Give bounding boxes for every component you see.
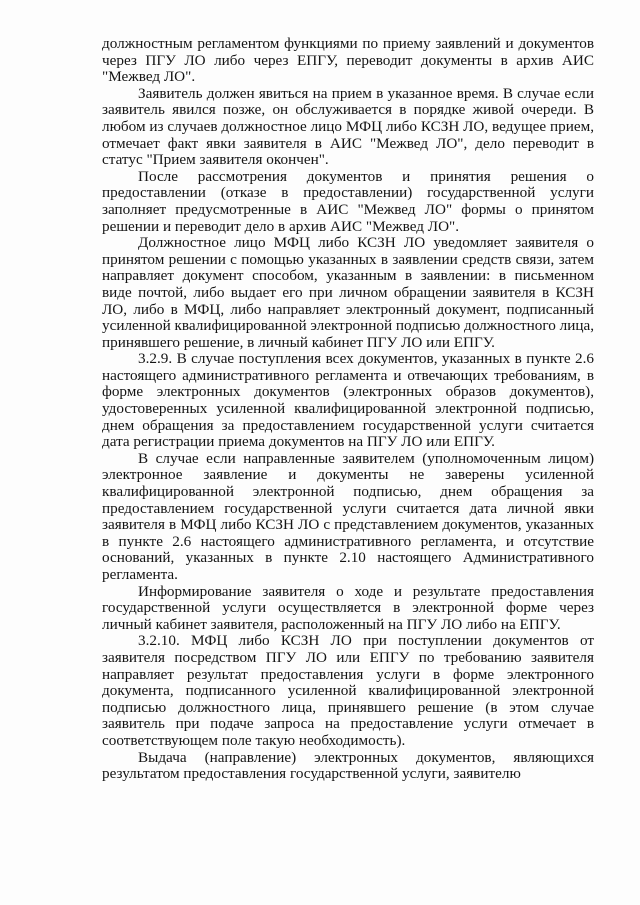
paragraph-6: В случае если направленные заявителем (уполномоченным лицом) электронное заявление и документы не заверены усиленной квалифицированной электронной подписью, днем обращения за предоставлением государственной услуги считается дата личной явки заявителя в МФЦ либо КСЗН ЛО с представлением документов, указанных в пункте 2.6 настоящего административного регламента, и отсутствие оснований, указанных в пункте 2.10 настоящего Административного регламента. xyxy=(102,449,594,583)
paragraph-9: Выдача (направление) электронных документов, являющихся результатом предоставления государственной услуги, заявителю xyxy=(102,748,594,783)
paragraph-1: должностным регламентом функциями по приему заявлений и документов через ПГУ ЛО либо через ЕПГУ, переводит документы в архив АИС "Межвед ЛО". xyxy=(102,35,594,86)
paragraph-7: Информирование заявителя о ходе и результате предоставления государственной услуги осуществляется в электронной форме через личный кабинет заявителя, расположенный на ПГУ ЛО либо на ЕПГУ. xyxy=(102,582,594,633)
paragraph-8: 3.2.10. МФЦ либо КСЗН ЛО при поступлении документов от заявителя посредством ПГУ ЛО или ЕПГУ по требованию заявителя направляет результат предоставления услуги в форме электронного документа, подписанного усиленной квалифицированной электронной подписью должностного лица, принявшего решение (в этом случае заявитель при подаче запроса на предоставление услуги отмечает в соответствующем поле такую необходимость). xyxy=(102,632,594,749)
paragraph-5: 3.2.9. В случае поступления всех документов, указанных в пункте 2.6 настоящего административного регламента и отвечающих требованиям, в форме электронных документов (электронных образов документов), удостоверенных усиленной квалифицированной электронной подписью, днем обращения за предоставлением государственной услуги считается дата регистрации приема документов на ПГУ ЛО или ЕПГУ. xyxy=(102,350,594,451)
paragraph-3: После рассмотрения документов и принятия решения о предоставлении (отказе в предоставлении) государственной услуги заполняет предусмотренные в АИС "Межвед ЛО" формы о принятом решении и переводит дело в архив АИС "Межвед ЛО". xyxy=(102,167,594,235)
paragraph-4: Должностное лицо МФЦ либо КСЗН ЛО уведомляет заявителя о принятом решении с помощью указанных в заявлении средств связи, затем направляет документ способом, указанным в заявлении: в письменном виде почтой, либо выдает его при личном обращении заявителя в КСЗН ЛО, либо в МФЦ, либо направляет электронный документ, подписанный усиленной квалифицированной электронной подписью должностного лица, принявшего решение, в личный кабинет ПГУ ЛО или ЕПГУ. xyxy=(102,234,594,351)
paragraph-2: Заявитель должен явиться на прием в указанное время. В случае если заявитель явился позже, он обслуживается в порядке живой очереди. В любом из случаев должностное лицо МФЦ либо КСЗН ЛО, ведущее прием, отмечает факт явки заявителя в АИС "Межвед ЛО", дело переводит в статус "Прием заявителя окончен". xyxy=(102,84,594,169)
document-body xyxy=(102,36,594,783)
